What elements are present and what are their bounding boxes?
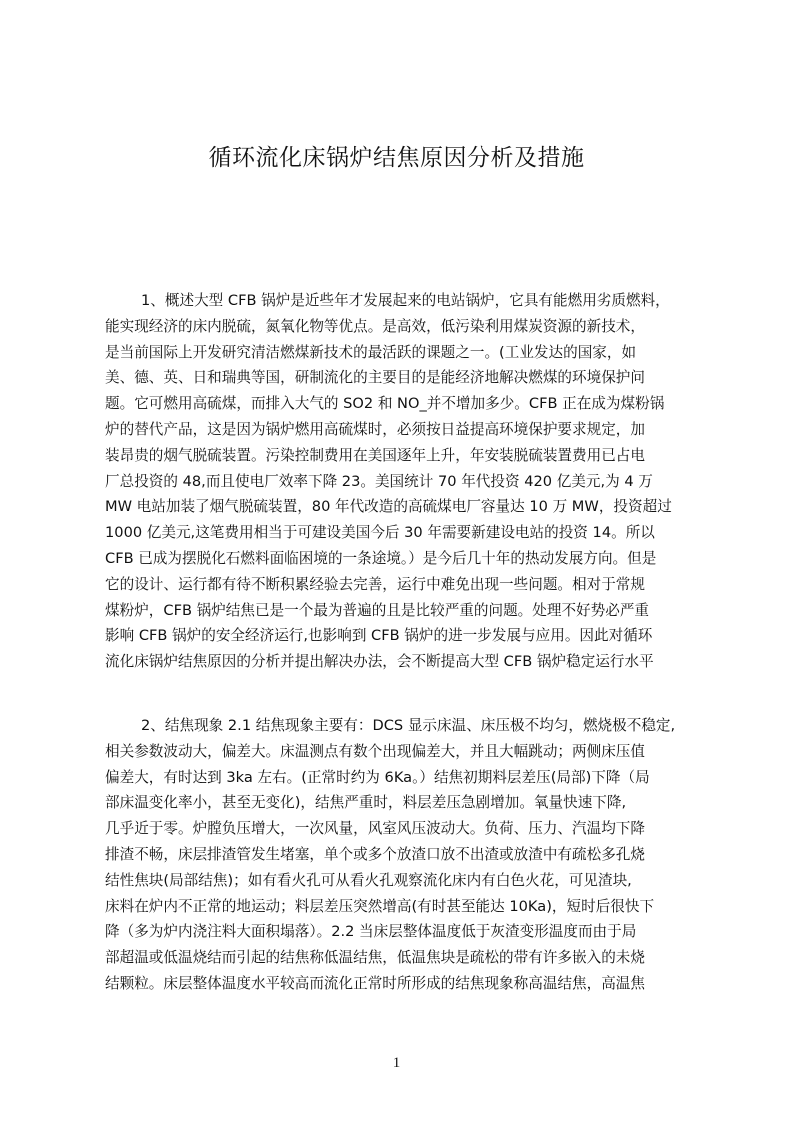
text-line: 结颗粒。床层整体温度水平较高而流化正常时所形成的结焦现象称高温结焦，高温焦 [105,975,645,992]
text-line: 流化床锅炉结焦原因的分析并提出解决办法，会不断提高大型 CFB 锅炉稳定运行水平 [105,653,654,671]
text-line: 部床温变化率小，甚至无变化)，结焦严重时，料层差压急剧增加。氧量快速下降, [105,794,627,812]
text-line: 2、结焦现象 2.1 结焦现象主要有：DCS 显示床温、床压极不均匀，燃烧极不稳定, [141,717,676,734]
text-line: 相关参数波动大，偏差大。床温测点有数个出现偏差大，并且大幅跳动；两侧床压值 [105,742,645,760]
text-line: 几乎近于零。炉膛负压增大，一次风量，风室风压波动大。负荷、压力、汽温均下降 [105,820,645,838]
text-line: 影响 CFB 锅炉的安全经济运行,也影响到 CFB 锅炉的进一步发展与应用。因此对循环 [105,627,653,645]
page-number: 1 [392,1055,401,1071]
text-line: 煤粉炉，CFB 锅炉结焦已是一个最为普遍的且是比较严重的问题。处理不好势必严重 [105,601,650,619]
text-line: 炉的替代产品，这是因为锅炉燃用高硫煤时，必须按日益提高环境保护要求规定，加 [105,421,645,438]
text-line: 装昂贵的烟气脱硫装置。污染控制费用在美国逐年上升，年安装脱硫装置费用已占电 [105,446,645,464]
text-line: 它的设计、运行都有待不断积累经验去完善，运行中难免出现一些问题。相对于常规 [105,575,645,593]
page-title: 循环流化床锅炉结焦原因分析及措施 [208,145,585,171]
text-line: 1000 亿美元,这笔费用相当于可建设美国今后 30 年需要新建设电站的投资 14。所以 [105,524,655,542]
text-line: 1、概述大型 CFB 锅炉是近些年才发展起来的电站锅炉，它具有能燃用劣质燃料， [141,292,670,309]
text-line: MW 电站加装了烟气脱硫装置，80 年代改造的高硫煤电厂容量达 10 万 MW，投资超过 [105,498,672,516]
text-line: 偏差大，有时达到 3ka 左右。(正常时约为 6Ka。）结焦初期料层差压(局部)下降（局 [105,768,650,786]
text-line: 是当前国际上开发研究清洁燃煤新技术的最活跃的课题之一。(工业发达的国家，如 [105,343,637,361]
text-line: 能实现经济的床内脱硫，氮氧化物等优点。是高效，低污染利用煤炭资源的新技术， [105,317,645,335]
text-line: 题。它可燃用高硫煤，而排入大气的 SO2 和 NO_并不增加多少。CFB 正在成为煤粉锅 [105,395,665,413]
text-line: 降（多为炉内浇注料大面积塌落）。2.2 当床层整体温度低于灰渣变形温度而由于局 [105,923,637,941]
text-line: 结性焦块(局部结焦)；如有看火孔可从看火孔观察流化床内有白色火花，可见渣块, [105,871,632,889]
text-line: 美、德、英、日和瑞典等国，研制流化的主要目的是能经济地解决燃煤的环境保护问 [105,369,645,387]
text-line: 床料在炉内不正常的地运动；料层差压突然增高(有时甚至能达 10Ka)，短时后很快下 [105,897,655,915]
text-line: 排渣不畅，床层排渣管发生堵塞，单个或多个放渣口放不出渣或放渣中有疏松多孔烧 [105,846,645,863]
text-line: 厂总投资的 48,而且使电厂效率下降 23。美国统计 70 年代投资 420 亿美元,为 4 万 [105,472,653,490]
text-line: CFB 已成为摆脱化石燃料面临困境的一条途境。）是今后几十年的热动发展方向。但是 [105,550,657,567]
text-line: 部超温或低温烧结而引起的结焦称低温结焦，低温焦块是疏松的带有许多嵌入的未烧 [105,949,645,967]
